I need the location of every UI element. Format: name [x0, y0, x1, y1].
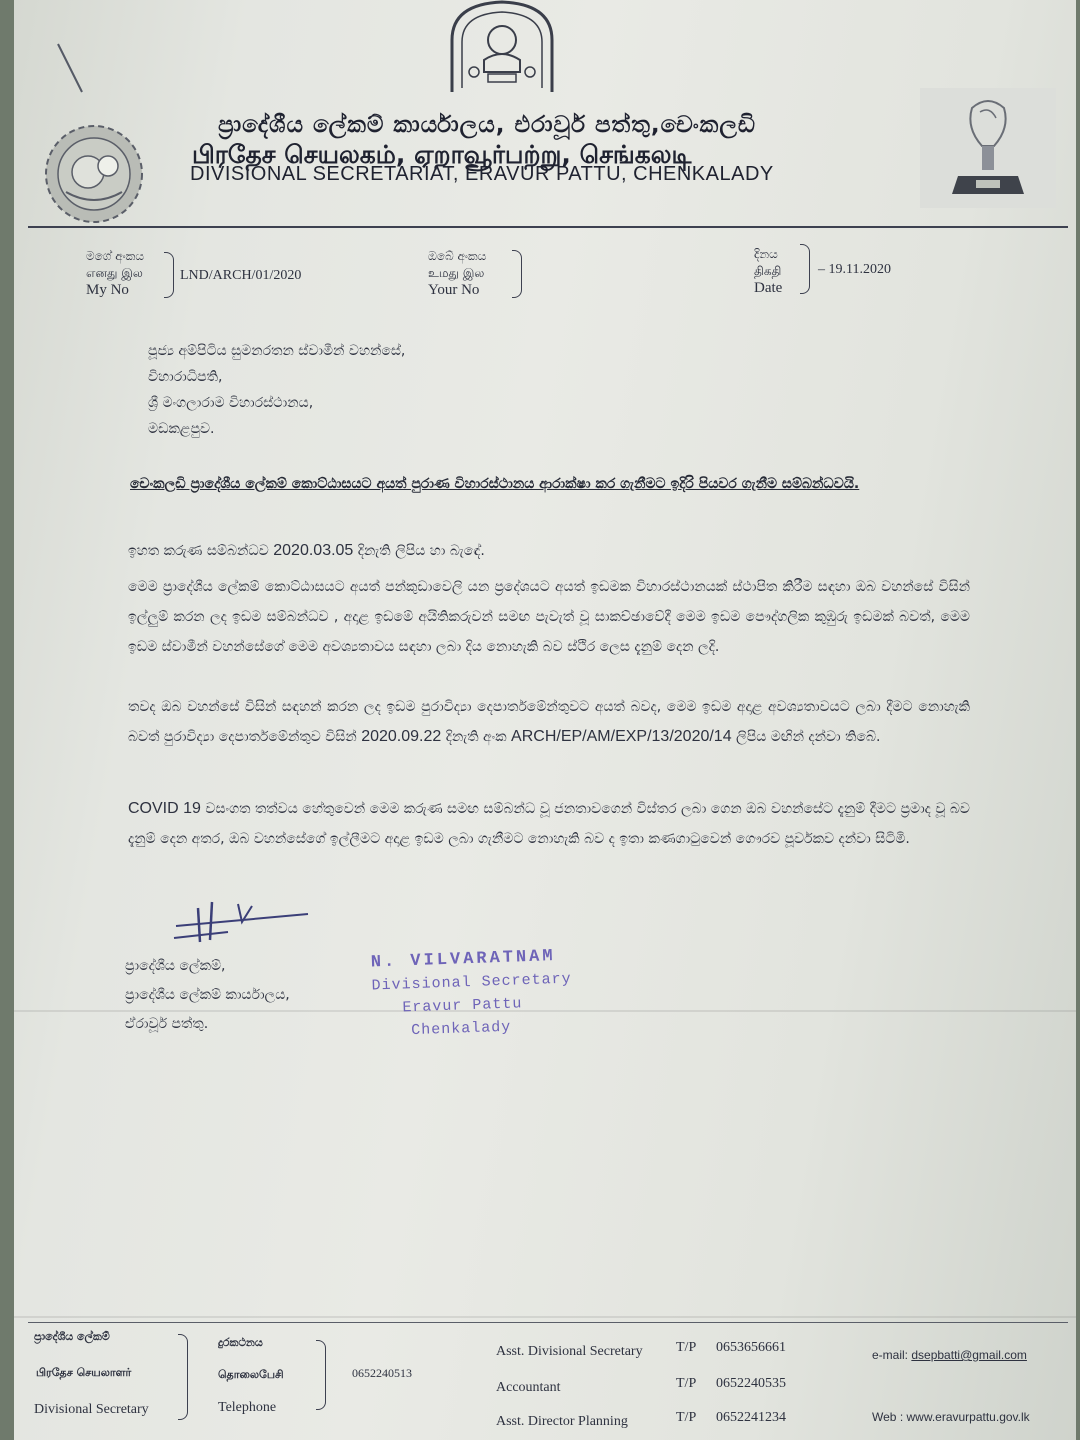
addressee-line: පූජ්‍ය අම්පිටිය සුමනරතන ස්වාමීන් වහන්සේ,: [148, 343, 406, 359]
secretariat-logo-icon: [30, 120, 158, 228]
paragraph-text: ඉහත කරුණ සම්බන්ධව: [128, 543, 274, 559]
paragraph-reference: ARCH/EP/AM/EXP/13/2020/14: [511, 728, 732, 745]
footer-accountant-tp: T/P: [676, 1376, 697, 1391]
footer-asst-dp-number: 0652241234: [716, 1410, 786, 1425]
signature-block: [125, 952, 290, 1039]
footer-email: [872, 1348, 1027, 1362]
web-label: Web: [872, 1410, 897, 1424]
stamp-name: N. VILVARATNAM: [370, 947, 556, 973]
my-no-label-sinhala: මගේ අංකය: [86, 249, 145, 263]
footer-tel-sinhala: දුරකථනය: [218, 1336, 263, 1349]
signer-office: ප්‍රාදේශීය ලේකම් කාර්යාලය,: [125, 987, 290, 1003]
your-no-label-sinhala: ඔබේ අංකය: [428, 249, 487, 263]
footer-asst-ds-number: 0653656661: [716, 1340, 786, 1355]
brace: [164, 252, 174, 298]
paragraph-text: COVID 19: [128, 800, 201, 817]
footer-asst-ds-tp: T/P: [676, 1340, 697, 1355]
national-emblem-icon: [444, 0, 560, 92]
paragraph-text: වසංගත තත්වය හේතුවෙන් මෙම කරුණ සමඟ සම්බන්ධ වූ ජනතාවගෙන් විස්තර ලබා ගෙන ඔබ වහන්සේට දැනුම් දීමට ප්‍රමාද වූ බව දැනුම් දෙන අතර, ඔබ වහන්සේගේ ඉල්ලීමට අදාළ ඉඩම ලබා ගැනීමට නොහැකි බව ද ඉතා කණගාටුවෙන් ගෞරව පූර්වකව දන්වා සිටිමි.: [128, 801, 970, 847]
brace: [178, 1334, 188, 1420]
stamp-location: Chenkalady: [410, 1018, 512, 1040]
footer-divider: [28, 1322, 1068, 1323]
date-label-english: Date: [754, 280, 783, 296]
brace: [512, 250, 522, 298]
pen-mark: [52, 40, 92, 100]
addressee-line: විහාරාධිපති,: [148, 369, 223, 385]
email-label: e-mail:: [872, 1348, 909, 1362]
web-link[interactable]: : www.eravurpattu.gov.lk: [899, 1410, 1030, 1424]
signer-location: ඒරාවූර් පත්තු.: [125, 1016, 209, 1032]
footer-asst-dp-tp: T/P: [676, 1410, 697, 1425]
footer-web: [872, 1410, 1030, 1424]
footer-tel-value: 0652240513: [352, 1366, 412, 1380]
stamp-title: Divisional Secretary: [371, 970, 572, 995]
handwritten-signature: [168, 898, 318, 948]
paragraph-2: මෙම ප්‍රාදේශීය ලේකම් කොට්ඨාසයට අයත් පන්කුඩාවෙලි යන ප්‍රදේශයට අයත් ඉඩමක විහාරස්ථානයක් ස්ථාපිත කිරීම සඳහා ඔබ වහන්සේ විසින් ඉල්ලුම් කරන ලද ඉඩම සම්බන්ධව , අදාළ ඉඩමේ අයිතිකරුවන් සමඟ පැවැත් වූ සාකච්ඡාවේදී මෙම ඉඩම පෞද්ගලික කුඹුරු ඉඩමක් බවත්, මෙම ඉඩම ස්වාමීන් වහන්සේගේ මෙම අවශ්‍යතාවය සඳහා ලබා දිය නොහැකි බව ස්ථිර ලෙස දැනුම් දෙන ලදි.: [128, 579, 970, 655]
paragraph-text: ලිපිය මඟින් දන්වා තිබේ.: [731, 729, 881, 745]
my-no-label-tamil: எனது இல: [86, 266, 143, 280]
addressee-line: මඩකළපුව.: [148, 421, 215, 437]
official-stamp: [370, 945, 573, 1044]
my-no-label-english: My No: [86, 282, 129, 298]
paper-crease: [14, 1316, 1076, 1318]
my-no-value: LND/ARCH/01/2020: [180, 268, 302, 283]
paragraph-4: [128, 794, 970, 854]
stamp-division: Eravur Pattu: [402, 995, 523, 1017]
date-label: [754, 246, 782, 297]
date-label-tamil: திகதி: [754, 264, 782, 278]
footer-asst-dp-label: Asst. Director Planning: [496, 1414, 628, 1429]
footer-tel-english: Telephone: [218, 1400, 277, 1415]
header-divider: [28, 226, 1068, 228]
paragraph-date: 2020.03.05: [273, 542, 354, 559]
footer-accountant-label: Accountant: [496, 1380, 561, 1395]
header-title-sinhala: ප්‍රාදේශීය ලේකම් කාර්යාලය, එරාවූර් පත්තු,චෙංකලඩි: [218, 112, 756, 138]
footer-accountant-number: 0652240535: [716, 1376, 786, 1391]
paragraph-text: තවද ඔබ වහන්සේ විසින් සඳහන් කරන ලද ඉඩම පුරාවිද්‍යා දෙපාර්තමේන්තුවට අයත් බවද, මෙම ඉඩම අදාළ අවශ්‍යතාවයට ලබා දීමට නොහැකි බවත් පුරාවිද්‍යා දෙපාර්තමේන්තුව විසින්: [128, 699, 970, 745]
footer-ds-tamil: பிரதேச செயலாளர்: [36, 1366, 132, 1379]
footer-tel-tamil: தொலைபேசி: [218, 1368, 284, 1381]
trophy-award-icon: [920, 88, 1056, 208]
date-value-text: 19.11.2020: [828, 262, 891, 277]
paragraph-text: දිනැති අංක: [441, 729, 512, 745]
paragraph-3: [128, 692, 970, 752]
header-title-english: DIVISIONAL SECRETARIAT, ERAVUR PATTU, CHENKALADY: [190, 163, 774, 185]
footer-ds-sinhala: ප්‍රාදේශීය ලේකම්: [34, 1330, 110, 1343]
paragraph-1: [128, 536, 970, 566]
date-label-sinhala: දිනය: [754, 247, 778, 261]
footer-ds-english: Divisional Secretary: [34, 1402, 149, 1417]
letter-subject: චෙංකලඩි ප්‍රාදේශීය ලේකම් කොට්ඨාසයට අයත් පුරාණ විහාරස්ථානය ආරාක්ෂා කර ගැනීමට ඉදිරි පියවර ගැනීම සම්බන්ධවයි.: [130, 476, 860, 492]
my-no-label: [86, 248, 144, 299]
header-title-tamil: பிரதேச செயலகம், ஏறாவூர்பற்று, செங்கலடி: [192, 140, 692, 169]
your-no-label-tamil: உமது இல: [428, 266, 485, 280]
signer-title: ප්‍රාදේශීය ලේකම්,: [125, 958, 226, 974]
addressee-line: ශ්‍රී මංගලාරාම විහාරස්ථානය,: [148, 395, 314, 411]
date-value: – 19.11.2020: [818, 262, 891, 277]
paragraph-text: දිනැති ලිපිය හා බැඳේ.: [353, 543, 485, 559]
paragraph-date: 2020.09.22: [361, 728, 442, 745]
brace: [800, 244, 810, 294]
footer-asst-ds-label: Asst. Divisional Secretary: [496, 1344, 643, 1359]
your-no-label-english: Your No: [428, 282, 480, 298]
your-no-label: [428, 248, 486, 299]
email-link[interactable]: dsepbatti@gmail.com: [911, 1348, 1027, 1362]
addressee-block: [148, 338, 405, 442]
brace: [316, 1340, 326, 1410]
